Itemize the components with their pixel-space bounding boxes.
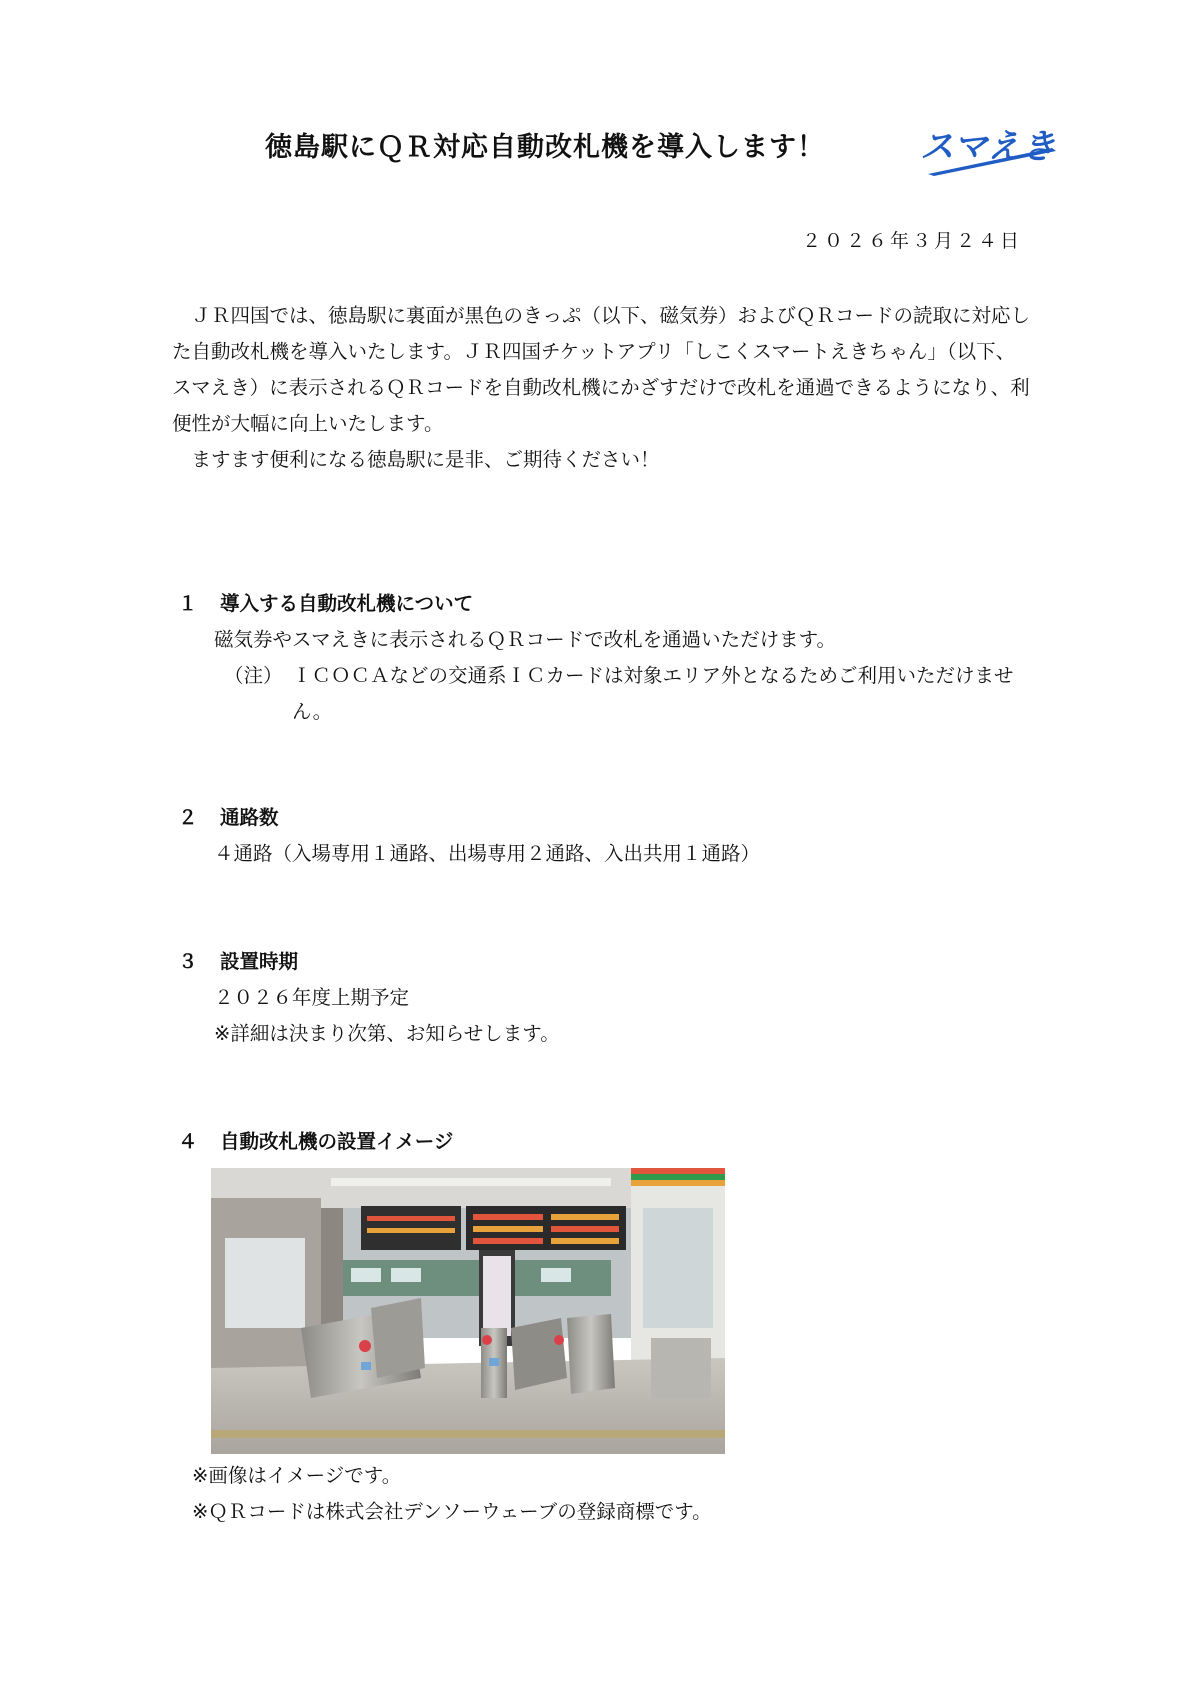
section-2-heading: 通路数 <box>220 806 279 829</box>
section-3 <box>172 944 1032 1052</box>
section-4 <box>172 1124 1032 1160</box>
board-row <box>551 1214 619 1220</box>
shop-stripe-orange <box>631 1180 725 1186</box>
section-3-heading-row <box>172 944 1032 980</box>
side-barrier <box>651 1338 711 1398</box>
intro-block <box>172 298 1032 478</box>
footnote-2: ※ＱＲコードは株式会社デンソーウェーブの登録商標です。 <box>192 1500 712 1523</box>
section-3-number: ３ <box>178 950 198 973</box>
section-1-heading-row <box>172 586 1032 622</box>
ceiling-light <box>331 1178 611 1186</box>
section-1-note-label: （注） <box>224 664 283 687</box>
section-1-note-text: ＩＣＯＣＡなどの交通系ＩＣカードは対象エリア外となるためご利用いただけません。 <box>292 664 1014 723</box>
section-1-text: 磁気券やスマえきに表示されるＱＲコードで改札を通過いただけます。 <box>214 628 837 651</box>
gate-unit-5 <box>567 1314 615 1394</box>
section-1-note <box>172 658 1032 730</box>
section-3-text-2: ※詳細は決まり次第、お知らせします。 <box>214 1022 560 1045</box>
publish-date: ２０２６年３月２４日 <box>801 230 1022 252</box>
gate-indicator <box>482 1335 492 1345</box>
gate-indicator <box>359 1340 371 1352</box>
tactile-paving <box>211 1430 725 1438</box>
shop-window <box>643 1208 713 1328</box>
section-3-heading: 設置時期 <box>220 950 299 973</box>
section-4-number: ４ <box>178 1130 198 1153</box>
gate-photo-illustration <box>211 1168 725 1454</box>
gate-reader <box>361 1362 371 1370</box>
section-2 <box>172 800 1032 872</box>
section-1-heading: 導入する自動改札機について <box>220 592 474 615</box>
gate-indicator <box>554 1335 564 1345</box>
section-3-body <box>172 980 1032 1052</box>
section-3-text: ２０２６年度上期予定 <box>214 986 410 1009</box>
train-window <box>541 1268 571 1282</box>
board-row <box>473 1226 543 1232</box>
section-1-body <box>172 622 1032 658</box>
section-4-heading-row <box>172 1124 1032 1160</box>
smaeki-logo-graphic <box>910 118 1060 176</box>
board-row <box>473 1238 543 1244</box>
intro-paragraph-2: ますます便利になる徳島駅に是非、ご期待ください！ <box>191 448 660 471</box>
section-2-text: ４通路（入場専用１通路、出場専用２通路、入出共用１通路） <box>214 842 761 865</box>
intro-paragraph-1: ＪＲ四国では、徳島駅に裏面が黒色のきっぷ（以下、磁気券）およびＱＲコードの読取に対応した自動改札機を導入いたします。ＪＲ四国チケットアプリ「しこくスマートえきちゃん」（以下、スマえき）に表示されるＱＲコードを自動改札機にかざすだけで改札を通過できるようになり、利便性が大幅に向上いたします。 <box>172 304 1031 435</box>
floor <box>211 1358 725 1454</box>
ticket-window <box>225 1238 305 1328</box>
section-4-heading: 自動改札機の設置イメージ <box>220 1130 454 1153</box>
page-title: 徳島駅にＱＲ対応自動改札機を導入します！ <box>265 132 825 163</box>
board-row <box>367 1216 455 1221</box>
footnotes <box>192 1458 712 1530</box>
board-row <box>367 1228 455 1233</box>
gate-installation-photo <box>211 1168 725 1454</box>
board-row <box>473 1214 543 1220</box>
board-row <box>551 1226 619 1232</box>
section-2-heading-row <box>172 800 1032 836</box>
shop-stripe-red <box>631 1168 725 1174</box>
section-2-body <box>172 836 1032 872</box>
section-1-number: １ <box>178 592 198 615</box>
gate-unit-2 <box>371 1298 425 1378</box>
section-1 <box>172 586 1032 730</box>
gate-unit-4 <box>511 1318 567 1390</box>
section-2-number: ２ <box>178 806 198 829</box>
footnote-1: ※画像はイメージです。 <box>192 1464 402 1487</box>
logo-text: スマえき <box>920 127 1056 167</box>
board-row <box>551 1238 619 1244</box>
train-window <box>391 1268 421 1282</box>
gate-reader <box>489 1358 499 1366</box>
train-window <box>351 1268 381 1282</box>
shop-stripe-green <box>631 1174 725 1180</box>
ad-screen <box>483 1256 511 1336</box>
smaeki-logo <box>910 118 1060 176</box>
